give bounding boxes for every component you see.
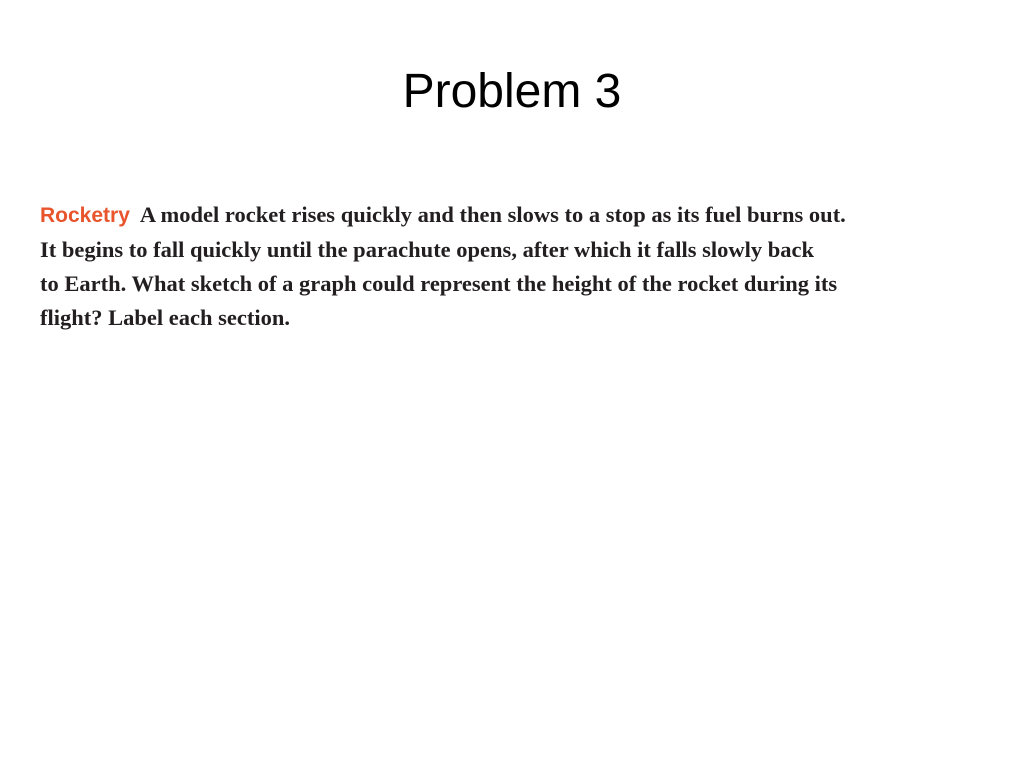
problem-text — [40, 198, 1000, 335]
problem-line-3: to Earth. What sketch of a graph could represent the height of the rocket during its — [40, 271, 838, 296]
slide-title: Problem 3 — [402, 65, 622, 118]
problem-line-1 — [40, 198, 1000, 233]
problem-line-4: flight? Label each section. — [40, 305, 290, 330]
problem-keyword: Rocketry — [40, 204, 130, 227]
problem-line-1-text: A model rocket rises quickly and then slows to a stop as its fuel burns out. — [139, 202, 846, 227]
problem-line-2: It begins to fall quickly until the parachute opens, after which it falls slowly back — [40, 237, 815, 262]
